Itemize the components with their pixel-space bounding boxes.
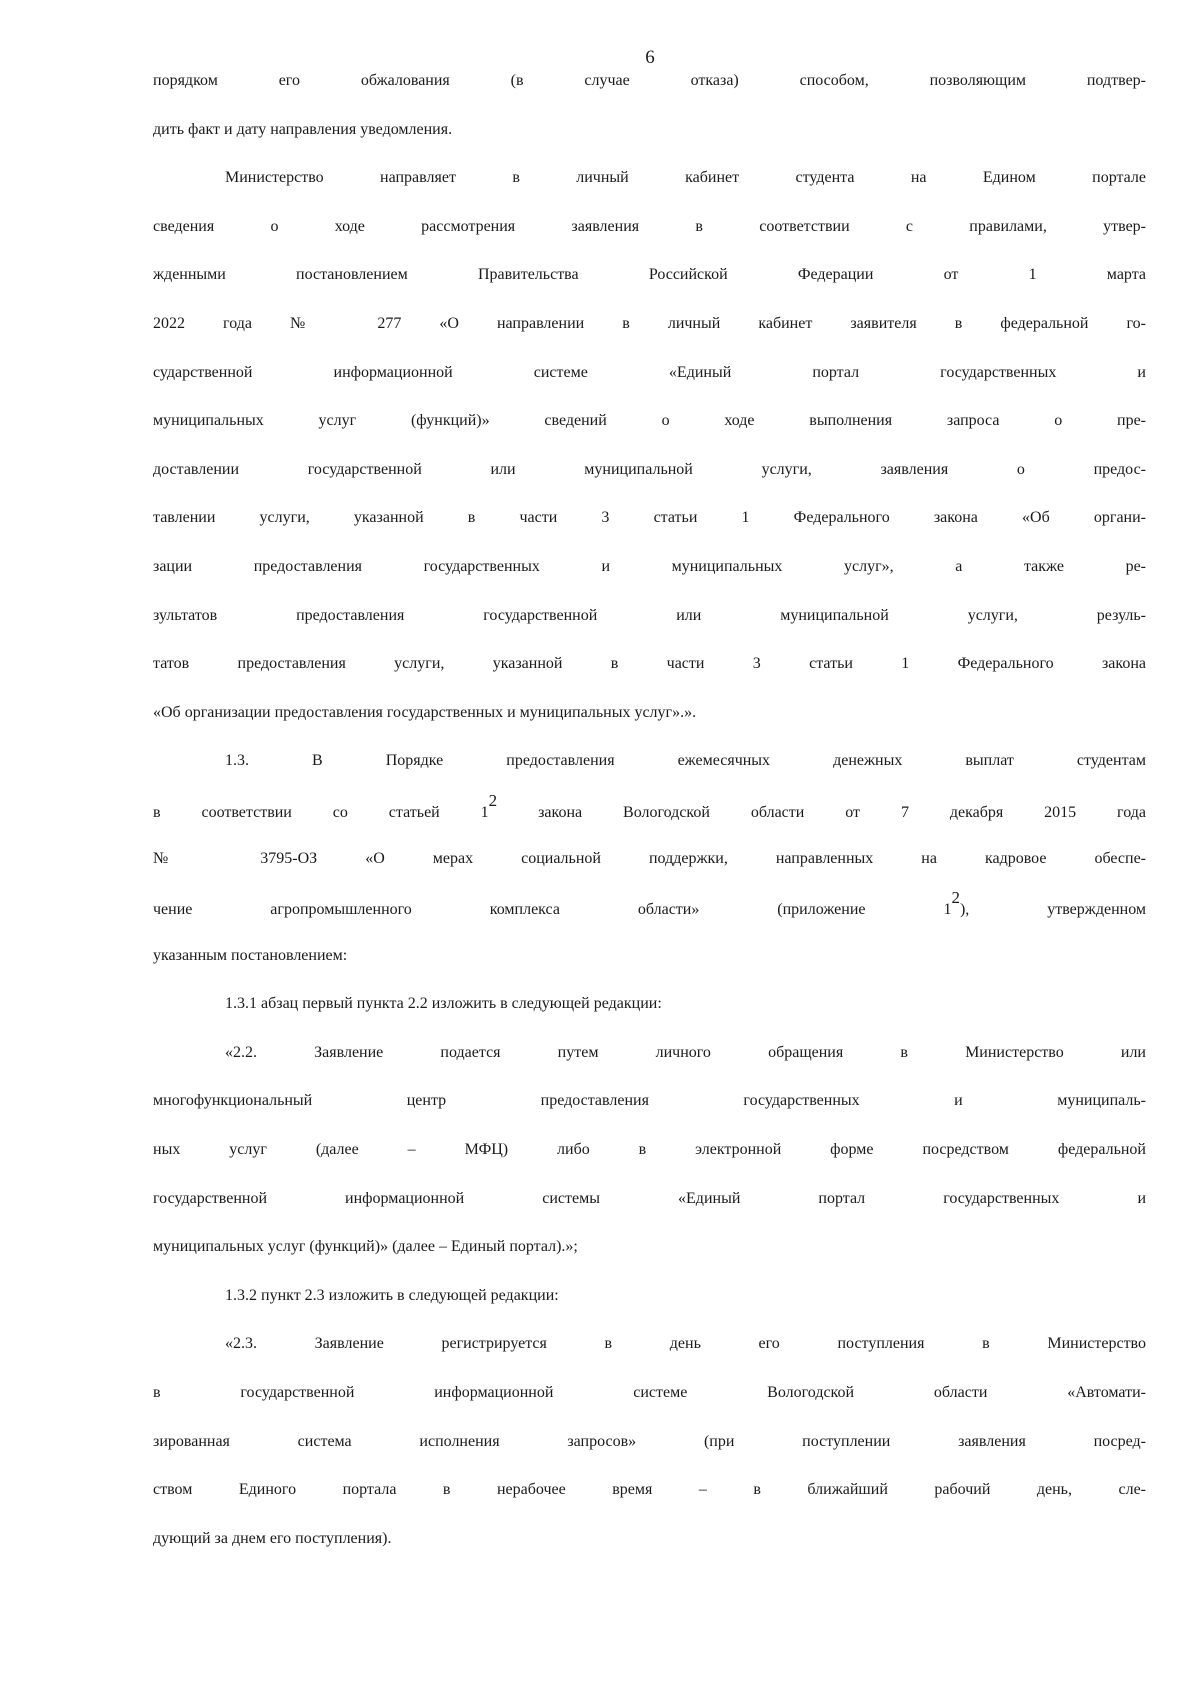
text-line: указанным постановлением: [153, 946, 348, 964]
text-line: зированная система исполнения запросов» (при поступлении заявления посред- [153, 1432, 1146, 1450]
text-line: 1.3.1 абзац первый пункта 2.2 изложить в следующей редакции: [225, 995, 662, 1013]
text-line: зультатов предоставления государственной или муниципальной услуги, резуль- [153, 606, 1146, 624]
text-segment: в соответствии со статьей 1 [153, 803, 489, 821]
text-line: № 3795-ОЗ «О мерах социальной поддержки, направленных на кадровое обеспе- [153, 849, 1146, 867]
text-line: 2022 года № 277 «О направлении в личный кабинет заявителя в федеральной го- [153, 314, 1146, 332]
text-line: «Об организации предоставления государственных и муниципальных услуг».». [153, 703, 697, 721]
text-segment: закона Вологодской области от 7 декабря 2015 года [497, 803, 1147, 821]
text-line: ством Единого портала в нерабочее время – в ближайший рабочий день, сле- [153, 1481, 1146, 1499]
text-line: ных услуг (далее – МФЦ) либо в электронной форме посредством федеральной [153, 1141, 1146, 1159]
text-line: многофункциональный центр предоставления государственных и муниципаль- [153, 1092, 1146, 1110]
text-line: тавлении услуги, указанной в части 3 статьи 1 Федерального закона «Об органи- [153, 509, 1146, 527]
document-body [153, 72, 1146, 1578]
text-line [153, 790, 1147, 850]
text-line: в государственной информационной системе Вологодской области «Автомати- [153, 1384, 1146, 1402]
text-line: сударственной информационной системе «Единый портал государственных и [153, 363, 1146, 381]
text-line: 1.3.2 пункт 2.3 изложить в следующей редакции: [225, 1286, 559, 1304]
text-line: Министерство направляет в личный кабинет студента на Едином портале [225, 169, 1146, 187]
text-line: зации предоставления государственных и муниципальных услуг», а также ре- [153, 557, 1146, 575]
text-line: дить факт и дату направления уведомления. [153, 120, 453, 138]
text-line: дующий за днем его поступления). [153, 1529, 392, 1547]
text-line: муниципальных услуг (функций)» сведений о ходе выполнения запроса о пре- [153, 412, 1146, 430]
superscript: 2 [951, 888, 960, 908]
superscript: 2 [488, 790, 498, 810]
text-line: сведения о ходе рассмотрения заявления в соответствии с правилами, утвер- [153, 217, 1146, 235]
text-segment: ), утвержденном [959, 901, 1147, 919]
text-line: муниципальных услуг (функций)» (далее – Единый портал).»; [153, 1238, 578, 1256]
text-line: государственной информационной системы «Единый портал государственных и [153, 1189, 1146, 1207]
page-number: 6 [645, 47, 655, 68]
text-line: татов предоставления услуги, указанной в части 3 статьи 1 Федерального закона [153, 655, 1146, 673]
text-segment: чение агропромышленного комплекса области» (приложение 1 [153, 901, 952, 919]
text-line: 1.3. В Порядке предоставления ежемесячных денежных выплат студентам [225, 752, 1146, 770]
text-line: доставлении государственной или муниципальной услуги, заявления о предос- [153, 460, 1146, 478]
text-line [153, 888, 1147, 947]
text-line: жденными постановлением Правительства Российской Федерации от 1 марта [153, 266, 1146, 284]
text-line: «2.2. Заявление подается путем личного обращения в Министерство или [225, 1043, 1146, 1061]
text-line: «2.3. Заявление регистрируется в день его поступления в Министерство [225, 1335, 1146, 1353]
text-line: порядком его обжалования (в случае отказа) способом, позволяющим подтвер- [153, 72, 1146, 89]
